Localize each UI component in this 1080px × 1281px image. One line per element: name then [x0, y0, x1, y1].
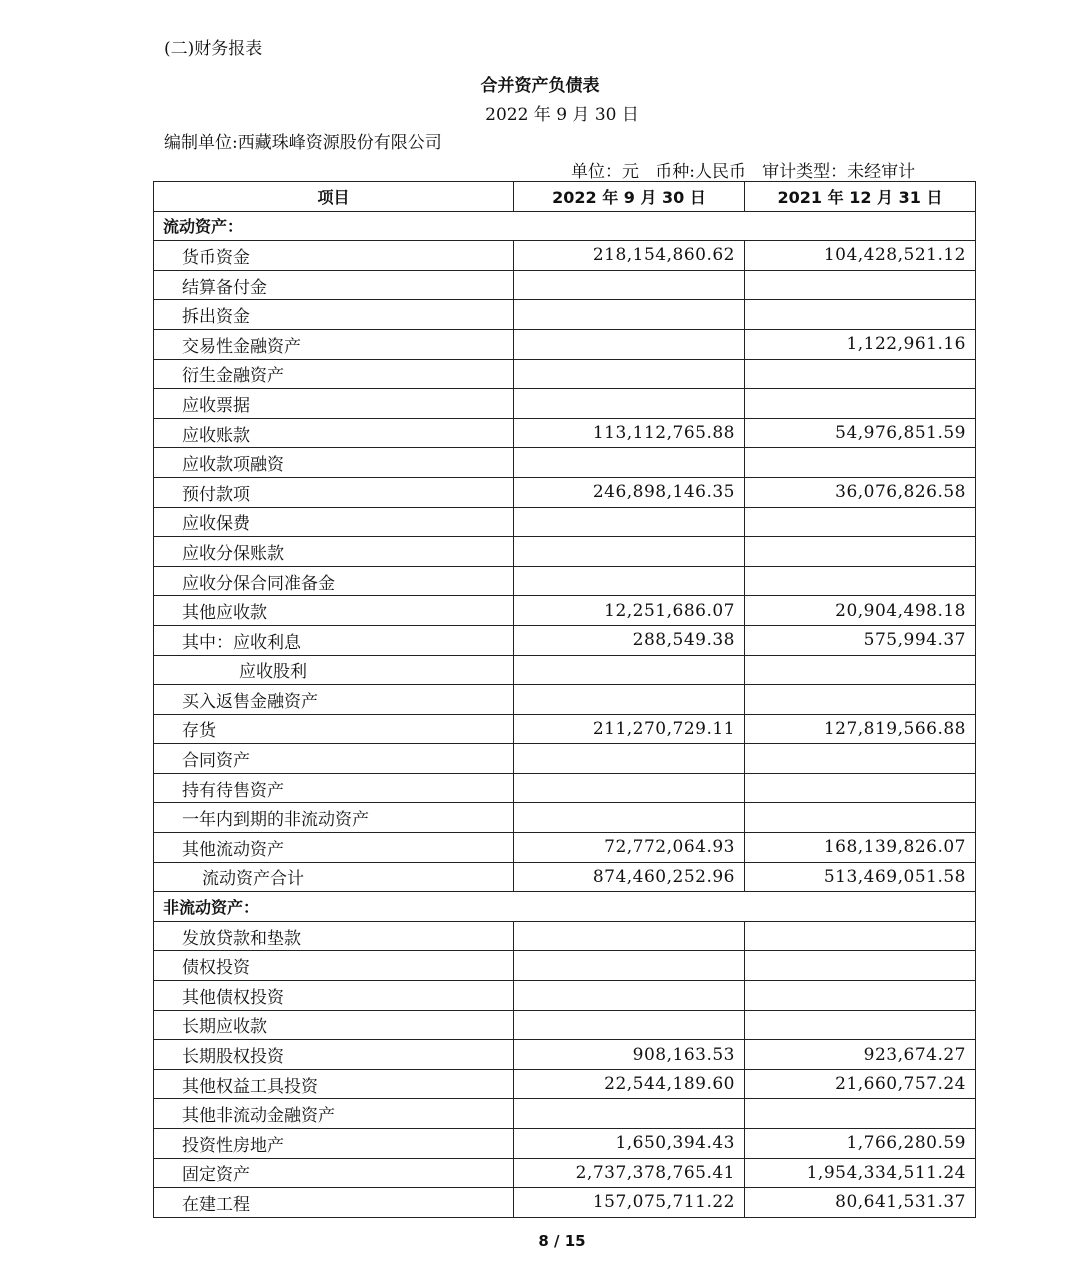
value-current [514, 507, 745, 537]
value-current [514, 744, 745, 774]
row-label: 投资性房地产 [154, 1129, 514, 1159]
table-row [154, 1188, 976, 1218]
row-label: 一年内到期的非流动资产 [154, 803, 514, 833]
doc-date: 2022 年 9 月 30 日 [485, 105, 639, 125]
row-label: 拆出资金 [154, 300, 514, 330]
row-label: 其他权益工具投资 [154, 1069, 514, 1099]
value-current: 246,898,146.35 [514, 477, 745, 507]
row-label: 在建工程 [154, 1188, 514, 1218]
column-header-current: 2022 年 9 月 30 日 [514, 182, 745, 212]
row-label: 固定资产 [154, 1158, 514, 1188]
row-label: 应收票据 [154, 389, 514, 419]
row-label: 长期应收款 [154, 1010, 514, 1040]
column-header-item: 项目 [154, 182, 514, 212]
value-previous: 36,076,826.58 [745, 477, 976, 507]
table-row [154, 596, 976, 626]
table-row [154, 1010, 976, 1040]
table-row [154, 803, 976, 833]
value-current [514, 566, 745, 596]
value-current [514, 951, 745, 981]
value-previous [745, 773, 976, 803]
table-row [154, 537, 976, 567]
row-label: 其他应收款 [154, 596, 514, 626]
value-previous [745, 951, 976, 981]
value-previous: 80,641,531.37 [745, 1188, 976, 1218]
value-current [514, 981, 745, 1011]
row-label: 预付款项 [154, 477, 514, 507]
table-row [154, 241, 976, 271]
value-current [514, 1010, 745, 1040]
value-previous: 127,819,566.88 [745, 714, 976, 744]
table-row [154, 625, 976, 655]
row-label: 应收分保合同准备金 [154, 566, 514, 596]
table-row [154, 833, 976, 863]
row-label: 应收账款 [154, 418, 514, 448]
value-current [514, 270, 745, 300]
row-label: 其他非流动金融资产 [154, 1099, 514, 1129]
value-current [514, 300, 745, 330]
value-current: 874,460,252.96 [514, 862, 745, 892]
table-row [154, 1040, 976, 1070]
table-row [154, 300, 976, 330]
row-label: 债权投资 [154, 951, 514, 981]
value-current: 1,650,394.43 [514, 1129, 745, 1159]
row-label: 其他债权投资 [154, 981, 514, 1011]
table-row [154, 270, 976, 300]
value-previous: 20,904,498.18 [745, 596, 976, 626]
value-previous [745, 655, 976, 685]
table-header-row [154, 182, 976, 212]
value-current [514, 448, 745, 478]
value-previous: 575,994.37 [745, 625, 976, 655]
table-row [154, 477, 976, 507]
value-previous [745, 270, 976, 300]
table-row [154, 921, 976, 951]
value-current [514, 537, 745, 567]
value-current [514, 921, 745, 951]
value-previous: 1,766,280.59 [745, 1129, 976, 1159]
table-row [154, 655, 976, 685]
table-row [154, 1158, 976, 1188]
section-label: 流动资产： [154, 211, 976, 241]
balance-sheet-table [153, 181, 976, 1218]
value-previous [745, 981, 976, 1011]
value-current [514, 359, 745, 389]
value-current: 908,163.53 [514, 1040, 745, 1070]
section-row [154, 211, 976, 241]
table-row [154, 418, 976, 448]
value-previous [745, 507, 976, 537]
table-row [154, 448, 976, 478]
value-current: 72,772,064.93 [514, 833, 745, 863]
table-row [154, 714, 976, 744]
row-label: 应收股利 [154, 655, 514, 685]
table-row [154, 744, 976, 774]
value-previous [745, 921, 976, 951]
value-current: 113,112,765.88 [514, 418, 745, 448]
table-row [154, 1099, 976, 1129]
row-label: 交易性金融资产 [154, 329, 514, 359]
row-label: 存货 [154, 714, 514, 744]
table-row [154, 507, 976, 537]
row-label: 货币资金 [154, 241, 514, 271]
table-row [154, 1129, 976, 1159]
table-row [154, 329, 976, 359]
company-name: 编制单位:西藏珠峰资源股份有限公司 [164, 133, 442, 153]
value-current: 2,737,378,765.41 [514, 1158, 745, 1188]
table-row [154, 951, 976, 981]
row-label: 其中：应收利息 [154, 625, 514, 655]
table-row [154, 1069, 976, 1099]
value-current: 211,270,729.11 [514, 714, 745, 744]
column-header-previous: 2021 年 12 月 31 日 [745, 182, 976, 212]
row-label: 结算备付金 [154, 270, 514, 300]
value-previous: 54,976,851.59 [745, 418, 976, 448]
value-previous [745, 685, 976, 715]
value-current: 157,075,711.22 [514, 1188, 745, 1218]
row-label: 买入返售金融资产 [154, 685, 514, 715]
value-previous [745, 300, 976, 330]
section-row [154, 892, 976, 922]
value-current [514, 389, 745, 419]
value-previous: 168,139,826.07 [745, 833, 976, 863]
value-previous: 923,674.27 [745, 1040, 976, 1070]
row-label: 合同资产 [154, 744, 514, 774]
row-label: 应收保费 [154, 507, 514, 537]
table-row [154, 773, 976, 803]
table-row [154, 862, 976, 892]
value-previous [745, 566, 976, 596]
value-previous [745, 448, 976, 478]
row-label: 持有待售资产 [154, 773, 514, 803]
value-current [514, 773, 745, 803]
value-previous [745, 389, 976, 419]
value-previous [745, 1010, 976, 1040]
table-row [154, 685, 976, 715]
value-current [514, 1099, 745, 1129]
table-row [154, 389, 976, 419]
page-number: 8 / 15 [538, 1232, 586, 1250]
value-previous: 104,428,521.12 [745, 241, 976, 271]
table-row [154, 359, 976, 389]
section-label: 非流动资产： [154, 892, 976, 922]
value-current: 22,544,189.60 [514, 1069, 745, 1099]
value-current: 218,154,860.62 [514, 241, 745, 271]
value-previous: 21,660,757.24 [745, 1069, 976, 1099]
table-row [154, 566, 976, 596]
value-current: 288,549.38 [514, 625, 745, 655]
row-label: 衍生金融资产 [154, 359, 514, 389]
value-previous [745, 744, 976, 774]
row-label: 其他流动资产 [154, 833, 514, 863]
value-previous: 1,954,334,511.24 [745, 1158, 976, 1188]
row-label: 流动资产合计 [154, 862, 514, 892]
value-previous: 1,122,961.16 [745, 329, 976, 359]
row-label: 长期股权投资 [154, 1040, 514, 1070]
row-label: 应收分保账款 [154, 537, 514, 567]
value-previous [745, 1099, 976, 1129]
value-current [514, 803, 745, 833]
value-previous [745, 803, 976, 833]
table-body [154, 211, 976, 1217]
value-current: 12,251,686.07 [514, 596, 745, 626]
value-current [514, 329, 745, 359]
value-current [514, 655, 745, 685]
doc-title: 合并资产负债表 [480, 76, 600, 96]
section-title: (二)财务报表 [164, 39, 263, 59]
value-current [514, 685, 745, 715]
row-label: 应收款项融资 [154, 448, 514, 478]
report-meta: 单位：元 币种:人民币 审计类型：未经审计 [571, 162, 916, 182]
value-previous [745, 537, 976, 567]
table-row [154, 981, 976, 1011]
value-previous: 513,469,051.58 [745, 862, 976, 892]
row-label: 发放贷款和垫款 [154, 921, 514, 951]
value-previous [745, 359, 976, 389]
